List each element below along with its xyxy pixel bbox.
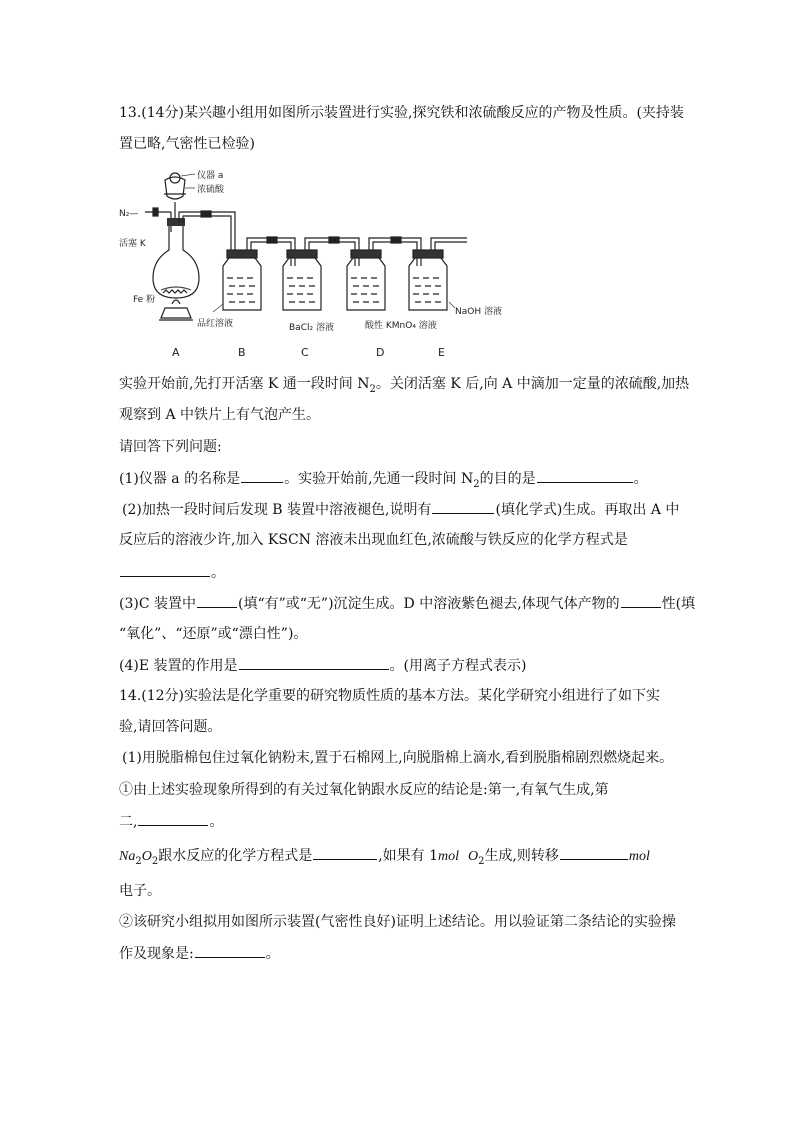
letter-d: D (376, 346, 385, 359)
answer-blank[interactable] (432, 499, 494, 514)
bottle-b (223, 250, 261, 310)
apparatus-figure (119, 166, 502, 362)
q13-line1: 13.(14分)某兴趣小组用如图所示装置进行实验,探究铁和浓硫酸反应的产物及性质。(夹持装 (119, 105, 684, 121)
label-d-solution: 酸性 KMnO₄ 溶液 (365, 321, 437, 331)
bottle-c (283, 250, 321, 310)
label-valve-k: 活塞 K (119, 239, 146, 249)
bottle-d (347, 250, 385, 310)
q13-part1: (1)仪器 a 的名称是 。实验开始前,先通一段时间 $N_2$的目的是 。 (119, 468, 648, 495)
answer-blank[interactable] (537, 468, 633, 483)
separatory-funnel (164, 173, 186, 222)
label-c-solution: BaCl₂ 溶液 (289, 323, 334, 333)
q13-ask: 请回答下列问题: (119, 439, 222, 455)
q13-part2-line2: 反应后的溶液少许,加入 KSCN 溶液未出现血红色,浓硫酸与铁反应的化学方程式是 (119, 532, 628, 548)
alcohol-burner (159, 300, 193, 320)
q13-part3-line1: (3)C 装置中 (填“有”或“无”)沉淀生成。D 中溶液紫色褪去,体现气体产物的 性(填 (119, 593, 695, 614)
letter-c: C (301, 346, 309, 359)
q13-intro-line2: 观察到 A 中铁片上有气泡产生。 (119, 407, 321, 423)
answer-blank[interactable] (239, 655, 389, 670)
q14-c2-line2: 作及现象是: 。 (119, 943, 280, 964)
label-instrument-a: 仪器 a (197, 171, 224, 181)
q13-part2-line3: 。 (119, 562, 225, 583)
label-acid: 浓硫酸 (197, 185, 225, 195)
answer-blank[interactable] (138, 811, 208, 826)
answer-blank[interactable] (313, 845, 377, 860)
q14-equation-line: $Na_2O_2$跟水反应的化学方程式是 ,如果有 1mol $O_2$生成,则转移 mol (119, 845, 650, 872)
q14-line1: 14.(12分)实验法是化学重要的研究物质性质的基本方法。某化学研究小组进行了如下实 (119, 688, 661, 704)
q13-part3-line2: “氧化”、“还原”或“漂白性”)。 (119, 626, 308, 642)
bottle-e (409, 250, 447, 310)
letter-e: E (438, 346, 445, 359)
answer-blank[interactable] (241, 468, 283, 483)
q14-c2-line1: ②该研究小组拟用如图所示装置(气密性良好)证明上述结论。用以验证第二条结论的实验操 (119, 914, 676, 930)
label-n2: N₂— (119, 209, 139, 219)
label-e-solution: NaOH 溶液 (455, 307, 502, 317)
label-fe: Fe 粉 (133, 295, 156, 305)
answer-blank[interactable] (621, 593, 661, 608)
answer-blank[interactable] (195, 943, 265, 958)
answer-blank[interactable] (197, 593, 237, 608)
flask-stopper (167, 218, 185, 226)
q14-part1: (1)用脱脂棉包住过氧化钠粉末,置于石棉网上,向脱脂棉上滴水,看到脱脂棉剧烈燃烧起来。 (122, 750, 674, 766)
q13-line2: 置已略,气密性已检验) (119, 136, 255, 152)
q14-c1-line1: ①由上述实验现象所得到的有关过氧化钠跟水反应的结论是:第一,有氧气生成,第 (119, 782, 609, 798)
flask-a (153, 226, 199, 298)
q13-part2-line1: (2)加热一段时间后发现 B 装置中溶液褪色,说明有 (填化学式)生成。再取出 A 中 (122, 499, 679, 520)
answer-blank[interactable] (120, 562, 210, 577)
q14-equation-line2: 电子。 (119, 883, 161, 899)
answer-blank[interactable] (560, 845, 628, 860)
q13-part4: (4)E 装置的作用是 。(用离子方程式表示) (119, 655, 526, 676)
q14-c1-line2: 二, 。 (119, 811, 223, 832)
q13-intro-line1: 实验开始前,先打开活塞 K 通一段时间 $N_2$。关闭活塞 K 后,向 A 中滴加一定量的浓硫酸,加热 (119, 376, 690, 395)
q14-line2: 验,请回答问题。 (119, 719, 222, 735)
label-b-solution: 品红溶液 (197, 319, 234, 329)
letter-a: A (172, 346, 180, 359)
letter-b: B (238, 346, 246, 359)
